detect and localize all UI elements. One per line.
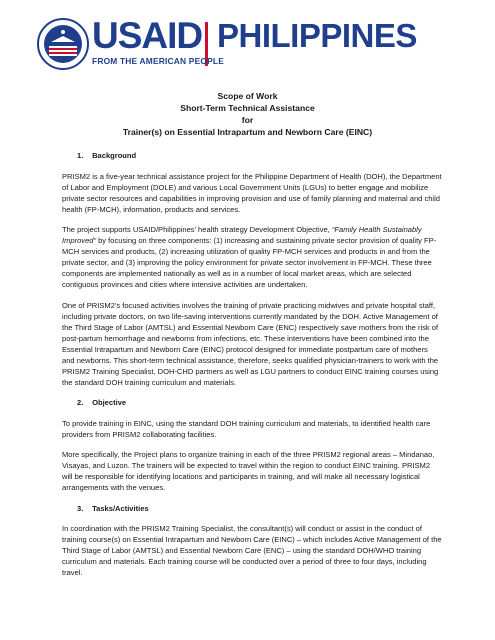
logo-country-text: PHILIPPINES xyxy=(217,17,417,54)
usaid-philippines-logo xyxy=(37,15,457,80)
section-title: Tasks/Activities xyxy=(92,503,149,513)
section-heading-objective xyxy=(62,397,442,408)
document-body xyxy=(62,150,442,588)
title-line-1: Scope of Work xyxy=(217,91,278,101)
paragraph-text: The project supports USAID/Philippines’ health strategy Development Objective, xyxy=(62,225,332,234)
section-heading-background xyxy=(62,150,442,161)
paragraph: More specifically, the Project plans to organize training in each of the three PRISM2 regional areas – Mindanao, Visayas, and Luzon. The trainers will be expected to travel within the region to conduct EINC training. PRISM2 will be responsible for identifying locations and participants in training, and will make all necessary logistical arrangements with the venues. xyxy=(62,450,435,492)
document-title xyxy=(0,90,495,138)
section-number: 1. xyxy=(77,151,84,160)
section-number: 3. xyxy=(77,503,84,513)
section-heading-tasks xyxy=(62,503,442,514)
section-title: Background xyxy=(92,151,137,160)
section-title: Objective xyxy=(92,398,127,407)
paragraph: PRISM2 is a five-year technical assistance project for the Philippine Department of Health (DOH), the Department of Labor and Employment (DOLE) and various Local Government Units (LGUs) to better engage and mobilize private sector resources and capabilities in improving provision and use of family planning and maternal and child health (FP-MCH), information, products and services. xyxy=(62,171,442,214)
paragraph-text: by focusing on three components: (1) increasing and sustaining private sector provision of quality FP-MCH services and products, (2) increasing utilization of quality FP-MCH services and products in and from the private sector, and (3) improving the policy environment for private sector involvement in FP-MCH. These three components are implemented nationally as well as in a number of local market areas, which are selected contiguous provinces and cities where intensive activities are undertaken. xyxy=(62,236,437,289)
logo-usaid-text: USAID xyxy=(92,15,203,56)
title-line-4: Trainer(s) on Essential Intrapartum and Newborn Care (EINC) xyxy=(122,127,373,137)
paragraph: To provide training in EINC, using the standard DOH training curriculum and materials, to identified health care providers from PRISM2 collaborating facilities. xyxy=(62,418,431,439)
paragraph-emphasis: “Family Health Sustainably Improved” xyxy=(62,225,422,245)
logo-tagline: FROM THE AMERICAN PEOPLE xyxy=(92,56,224,66)
paragraph: In coordination with the PRISM2 Training Specialist, the consultant(s) will conduct or assist in the conduct of training course(s) on Essential Intrapartum and Newborn Care (EINC) – which includes Active Management of the Third Stage of Labor (AMTSL) and Essential Newborn Care (ENC) – using the standard DOH/WHO training curriculum and materials. Each training course will be conducted over a period of three to four days, including travel. xyxy=(62,524,442,577)
paragraph: One of PRISM2’s focused activities involves the training of private practicing midwives and private hospital staff, including private doctors, on two life-saving interventions currently mandated by the DOH. Active Management of the Third Stage of Labor (AMTSL) and Essential Newborn Care (ENC) respectively save mothers from the risk of post-partum hemorrhage and newborns from infections, etc. These interventions have been combined into the Essential Intrapartum and Newborn Care (EINC) protocol designed for immediate postpartum care of mothers and newborns. This short-term technical assistance, therefore, seeks qualified physician-trainers to work with the PRISM2 Training Specialist, DOH-CHD partners as well as LGU partners to conduct EINC training courses using the standard DOH training curriculum and materials. xyxy=(62,300,439,387)
paragraph xyxy=(62,224,442,290)
section-number: 2. xyxy=(77,398,84,407)
title-line-2: Short-Term Technical Assistance xyxy=(180,103,315,113)
usaid-seal-icon xyxy=(37,18,89,70)
title-line-3: for xyxy=(241,115,254,125)
